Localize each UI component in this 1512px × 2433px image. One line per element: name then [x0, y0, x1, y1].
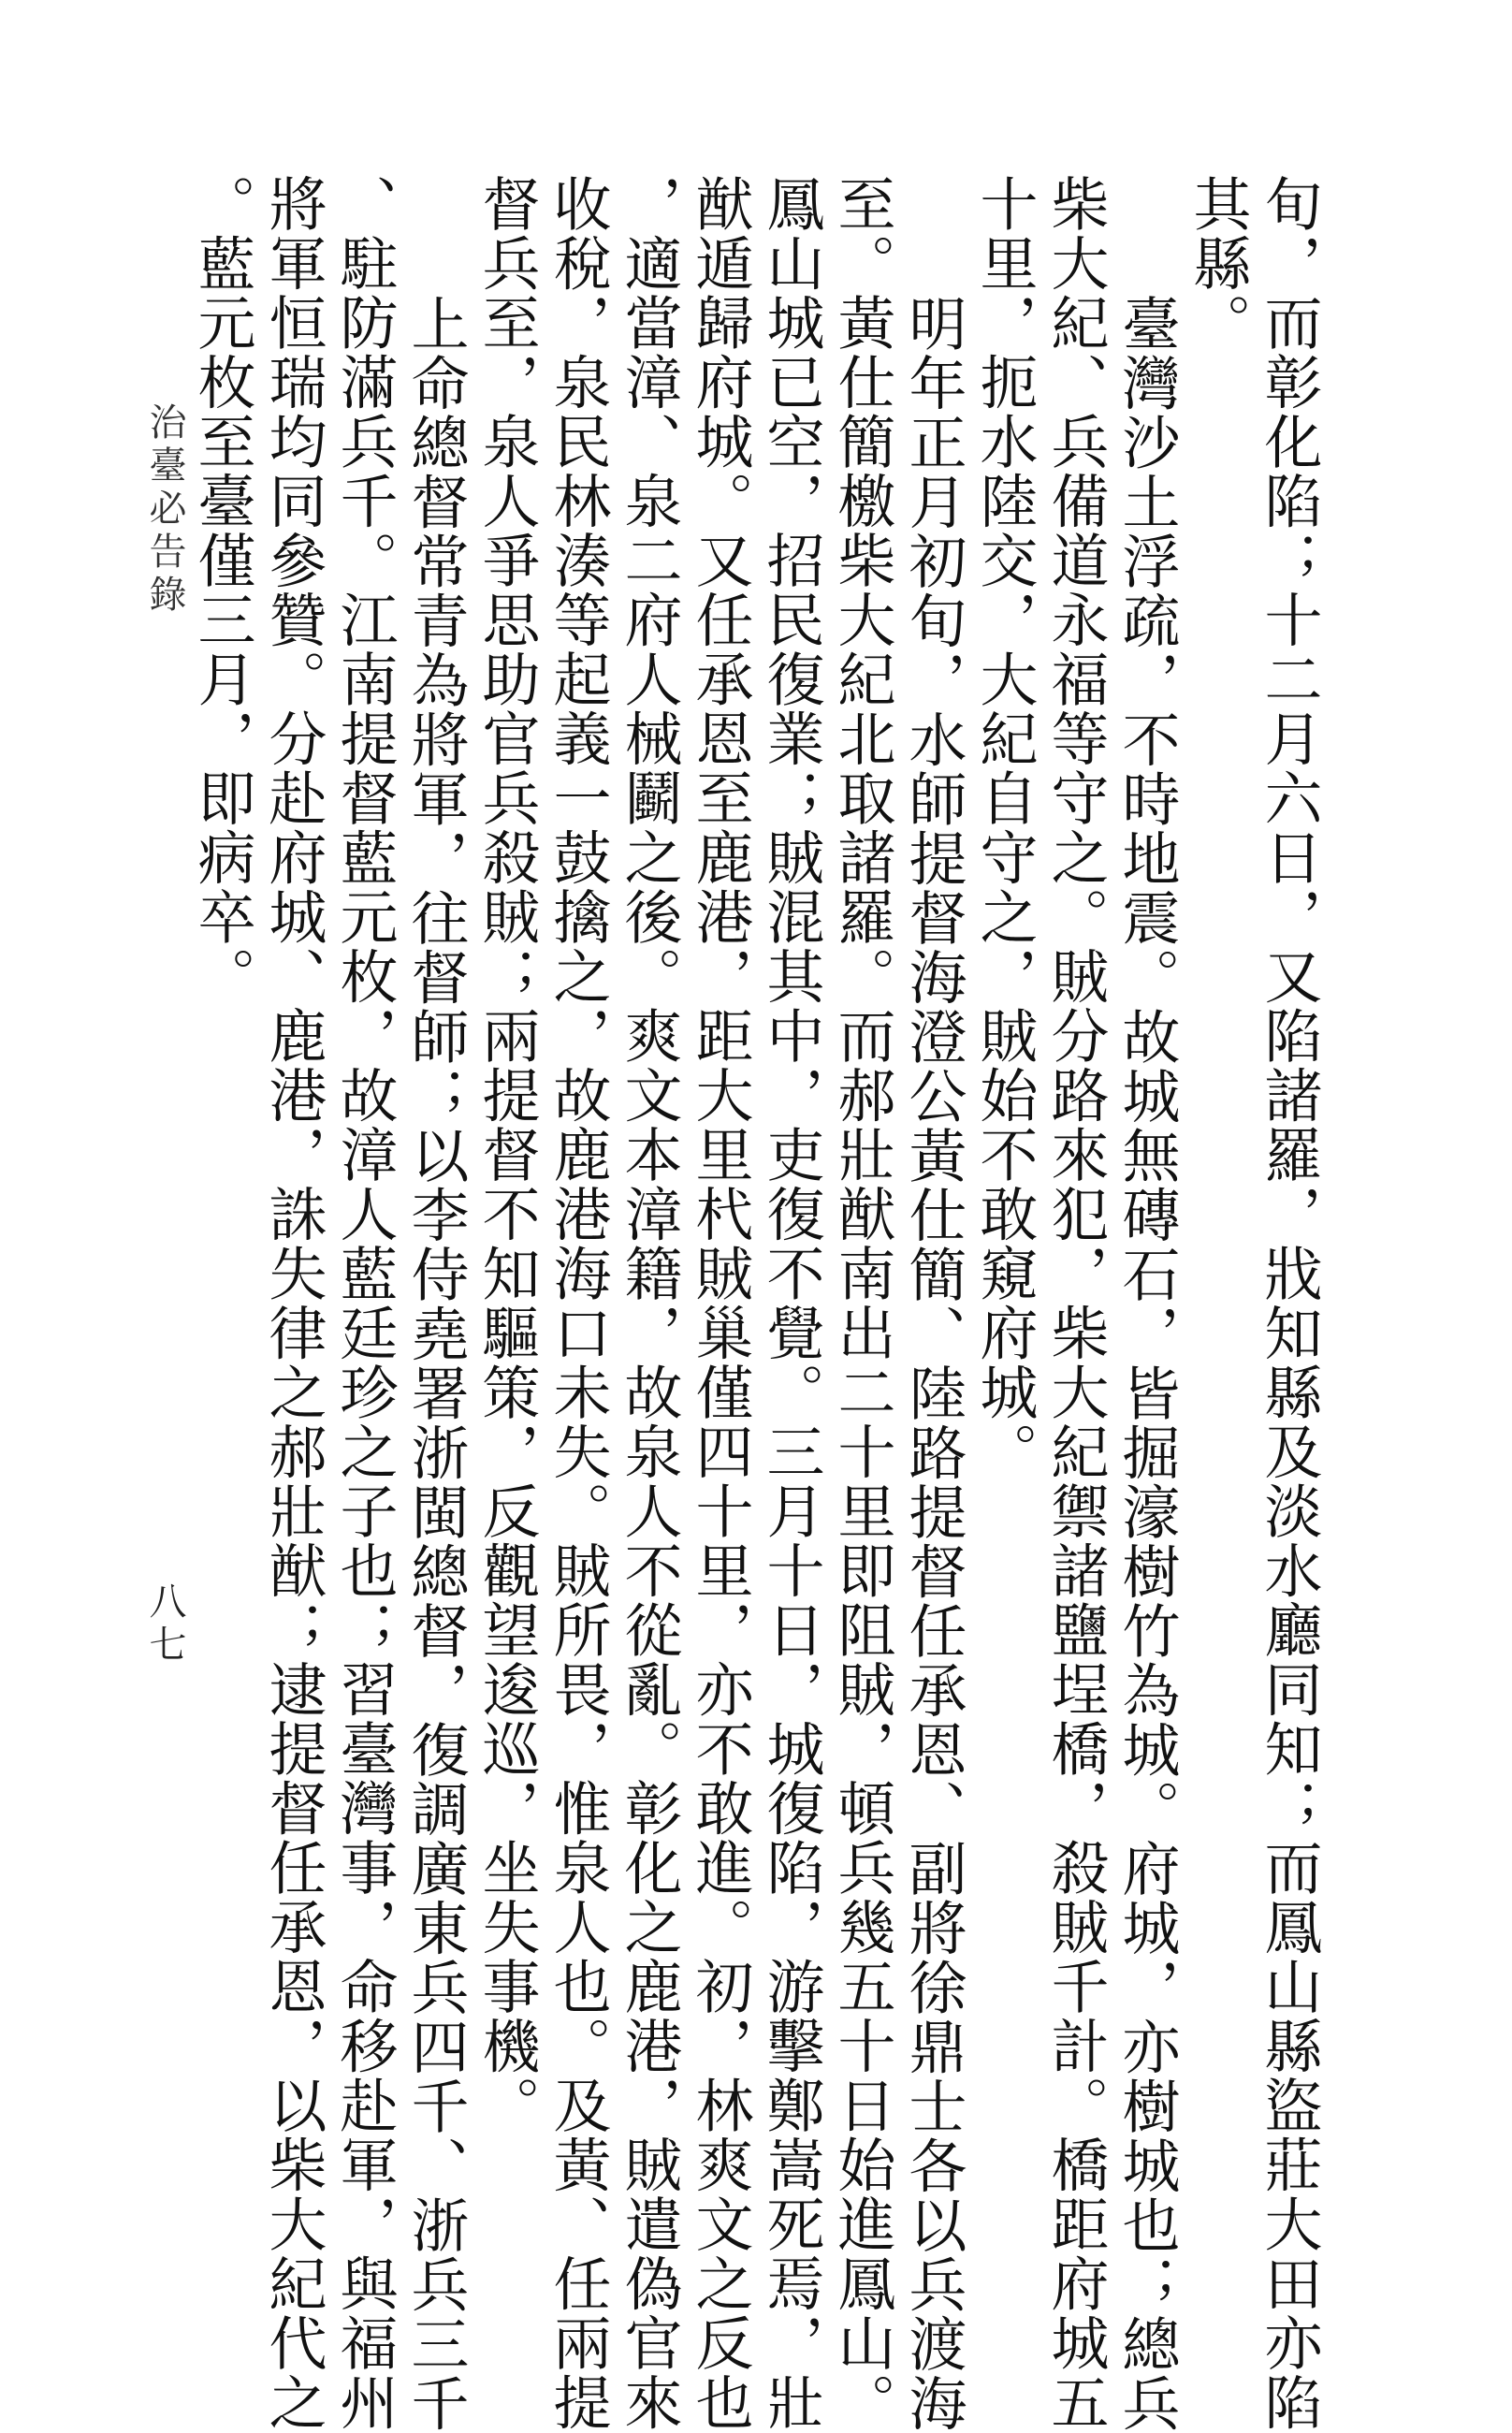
- text-column: 旬，而彰化陷；十二月六日，又陷諸羅，戕知縣及淡水廳同知；而鳳山縣盜莊大田亦陷: [1255, 174, 1323, 2432]
- text-column: 、駐防滿兵千。江南提督藍元枚，故漳人藍廷珍之子也；習臺灣事，命移赴軍，與福州: [330, 174, 399, 2432]
- text-column: 十里，扼水陸交，大紀自守之，賊始不敢窺府城。: [970, 174, 1039, 1481]
- text-column: 督兵至，泉人爭思助官兵殺賊；兩提督不知驅策，反觀望逡巡，坐失事機。: [472, 174, 541, 2135]
- page-number: 八七: [143, 1581, 186, 1668]
- paragraph-start-column: 上命總督常青為將軍，往督師；以李侍堯署浙閩總督，復調廣東兵四千、浙兵三千: [401, 294, 470, 2433]
- text-column: 將軍恒瑞均同參贊。分赴府城、鹿港，誅失律之郝壯猷；逮提督任承恩，以柴大紀代之: [259, 174, 327, 2432]
- text-column: 收稅，泉民林湊等起義一鼓擒之，故鹿港海口未失。賊所畏，惟泉人也。及黃、任兩提: [544, 174, 612, 2432]
- text-column: 猷遁歸府城。又任承恩至鹿港，距大里杙賊巢僅四十里，亦不敢進。初，林爽文之反也: [686, 174, 754, 2432]
- running-head: 治臺必告錄: [143, 402, 186, 618]
- paragraph-start-column: 臺灣沙土浮疏，不時地震。故城無磚石，皆掘濠樹竹為城。府城，亦樹城也；總兵: [1112, 294, 1181, 2433]
- text-column: 柴大紀、兵備道永福等守之。賊分路來犯，柴大紀禦諸鹽埕橋，殺賊千計。橋距府城五: [1041, 174, 1110, 2432]
- paragraph-start-column: 明年正月初旬，水師提督海澄公黃仕簡、陸路提督任承恩、副將徐鼎士各以兵渡海: [899, 294, 967, 2433]
- text-column: 。藍元枚至臺僅三月，即病卒。: [188, 174, 256, 1006]
- text-column: 其縣。: [1184, 174, 1252, 353]
- text-column: 至。黃仕簡檄柴大紀北取諸羅。而郝壯猷南出二十里即阻賊，頓兵幾五十日始進鳳山。: [828, 174, 896, 2432]
- body-text: [188, 174, 1324, 2433]
- text-column: 鳳山城已空，招民復業；賊混其中，吏復不覺。三月十日，城復陷，游擊鄭嵩死焉，壯: [757, 174, 825, 2432]
- text-column: ，適當漳、泉二府人械鬬之後。爽文本漳籍，故泉人不從亂。彰化之鹿港，賊遣偽官來: [615, 174, 683, 2432]
